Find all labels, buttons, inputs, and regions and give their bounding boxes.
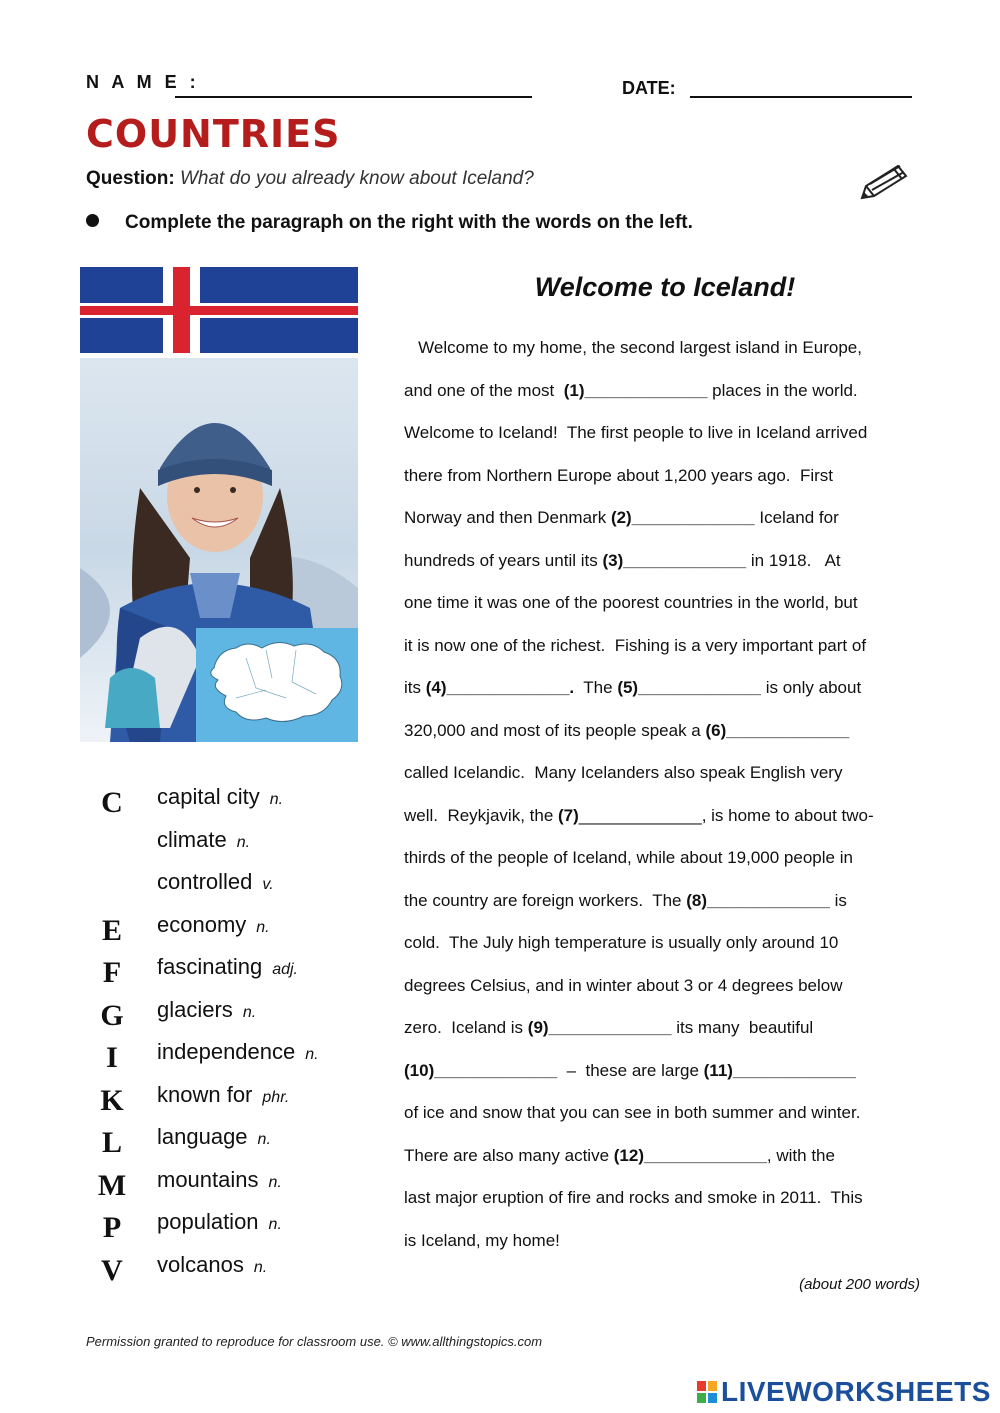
word-entry <box>157 1167 282 1193</box>
paragraph-text: the country are foreign workers. The <box>404 890 687 910</box>
answer-blank: (8)_____________ <box>686 890 830 910</box>
word-entry <box>157 827 250 853</box>
question <box>86 168 534 190</box>
paragraph-line <box>404 466 833 486</box>
paragraph-text: , with the <box>766 1145 835 1165</box>
part-of-speech: n. <box>253 1258 268 1276</box>
date-label: DATE: <box>622 78 676 98</box>
word-text: controlled <box>157 869 253 894</box>
liveworksheets-logo[interactable] <box>697 1376 991 1408</box>
paragraph-text: – these are large <box>557 1060 704 1080</box>
paragraph-line <box>404 423 867 443</box>
word-bank-row <box>86 950 386 992</box>
word-bank-row <box>86 908 386 950</box>
word-bank-row <box>86 1120 386 1162</box>
paragraph-text: its <box>404 678 426 697</box>
paragraph-text: Norway and then Denmark <box>404 508 611 527</box>
paragraph-text: places in the world. <box>707 380 858 400</box>
paragraph-line <box>404 806 874 826</box>
word-text: independence <box>157 1039 296 1064</box>
paragraph-text: in 1918. At <box>746 550 841 570</box>
date-line <box>690 96 912 98</box>
word-entry <box>157 954 298 980</box>
word-entry <box>157 1039 319 1065</box>
word-entry <box>157 912 270 938</box>
paragraph-line <box>404 976 843 996</box>
part-of-speech: n. <box>269 791 284 808</box>
paragraph-text: 320,000 and most of its people speak a <box>404 720 706 740</box>
instruction-text: Complete the paragraph on the right with the words on the left. <box>125 212 693 233</box>
paragraph-text: thirds of the people of Iceland, while about 19,000 people in <box>404 848 853 867</box>
part-of-speech: adj. <box>272 961 298 978</box>
part-of-speech: n. <box>268 1216 282 1233</box>
word-bank-row <box>86 1205 386 1247</box>
word-letter: F <box>102 956 122 989</box>
paragraph-text: Iceland for <box>754 508 839 527</box>
answer-blank: (3)_____________ <box>602 550 747 570</box>
paragraph-text: it is now one of the richest. Fishing is a very important part of <box>404 635 867 655</box>
paragraph-line <box>404 636 866 656</box>
paragraph-line <box>404 1146 835 1166</box>
word-text: known for <box>157 1081 253 1107</box>
answer-blank: (12)_____________ <box>613 1145 767 1165</box>
word-entry <box>157 1124 271 1150</box>
paragraph-line <box>404 1103 860 1123</box>
paragraph-line <box>404 338 862 358</box>
paragraph-text: Welcome to my home, the second largest island in Europe, <box>404 338 862 357</box>
paragraph-text: last major eruption of fire and rocks and smoke in 2011. This <box>404 1188 863 1207</box>
paragraph-text: well. Reykjavik, the <box>404 805 558 825</box>
word-bank-row <box>86 780 386 822</box>
answer-blank: (7) <box>558 805 579 825</box>
word-entry <box>157 1209 282 1235</box>
word-text: fascinating <box>157 954 263 979</box>
word-text: population <box>157 1209 259 1234</box>
part-of-speech: n. <box>236 833 251 851</box>
paragraph-text: zero. Iceland is <box>404 1018 528 1037</box>
word-entry <box>157 997 256 1023</box>
part-of-speech: n. <box>242 1003 257 1021</box>
answer-blank: (10)_____________ <box>404 1060 558 1080</box>
answer-blank: (6)_____________ <box>705 720 850 740</box>
paragraph-text: of ice and snow that you can see in both summer and winter. <box>404 1103 861 1122</box>
word-text: glaciers <box>157 996 233 1022</box>
part-of-speech: v. <box>262 876 274 893</box>
instruction <box>86 212 693 234</box>
paragraph-line <box>404 508 839 528</box>
paragraph-text: there from Northern Europe about 1,200 years ago. First <box>404 465 834 485</box>
word-bank-row <box>86 993 386 1035</box>
permission-footer: Permission granted to reproduce for classroom use. © www.allthingstopics.com <box>86 1334 543 1349</box>
paragraph-line <box>404 1231 560 1251</box>
iceland-flag <box>80 267 358 353</box>
page-title: COUNTRIES <box>86 112 341 156</box>
word-letter: L <box>101 1126 122 1159</box>
word-text: language <box>157 1124 248 1149</box>
word-letter: V <box>101 1253 123 1287</box>
word-bank-row <box>86 1163 386 1205</box>
word-text: volcanos <box>157 1251 244 1277</box>
answer-blank: (1)_____________ <box>563 380 708 400</box>
word-text: mountains <box>157 1166 259 1192</box>
paragraph-line <box>404 1188 863 1208</box>
word-bank-row <box>86 865 386 907</box>
part-of-speech: n. <box>305 1046 319 1063</box>
paragraph-text: one time it was one of the poorest countries in the world, but <box>404 593 858 612</box>
paragraph-text: Welcome to Iceland! The first people to live in Iceland arrived <box>404 423 868 442</box>
word-letter: C <box>101 786 123 819</box>
paragraph-line <box>404 678 861 698</box>
part-of-speech: n. <box>268 1173 282 1191</box>
paragraph-line <box>404 763 842 783</box>
paragraph-text: _____________, is home to about two- <box>578 805 874 825</box>
word-letter: P <box>102 1211 122 1244</box>
answer-blank: (2)_____________ <box>610 508 755 527</box>
paragraph-line <box>404 1061 856 1081</box>
answer-blank: (4)_____________. <box>425 678 575 697</box>
word-bank-row <box>86 823 386 865</box>
word-letter: I <box>106 1041 118 1074</box>
paragraph-line <box>404 721 849 741</box>
paragraph-text: is <box>829 890 847 910</box>
paragraph-text: its many beautiful <box>671 1018 814 1037</box>
answer-blank: (11)_____________ <box>703 1060 856 1080</box>
word-text: capital city <box>157 784 260 809</box>
question-label: Question: <box>86 168 175 189</box>
iceland-map <box>196 628 358 742</box>
word-entry <box>157 1082 289 1108</box>
word-bank-row <box>86 1078 386 1120</box>
paragraph-text: There are also many active <box>404 1145 614 1165</box>
paragraph-line <box>404 593 858 613</box>
part-of-speech: n. <box>256 918 270 936</box>
liveworksheets-logo-icon <box>697 1379 719 1405</box>
name-label: N A M E : <box>86 72 200 92</box>
word-letter: G <box>100 998 124 1032</box>
pencil-icon <box>858 160 910 202</box>
part-of-speech: phr. <box>262 1088 290 1106</box>
word-letter: E <box>101 913 122 947</box>
paragraph-line <box>404 933 838 953</box>
word-letter: M <box>97 1168 127 1202</box>
word-bank-row <box>86 1248 386 1290</box>
word-entry <box>157 1252 267 1278</box>
paragraph-line <box>404 848 853 868</box>
paragraph-text: The <box>574 678 618 697</box>
paragraph-text: called Icelandic. Many Icelanders also speak English very <box>404 763 843 782</box>
word-text: economy <box>157 911 247 937</box>
paragraph-line <box>404 891 847 911</box>
paragraph-text: and one of the most <box>404 380 564 400</box>
paragraph-text: hundreds of years until its <box>404 550 603 570</box>
word-bank-row <box>86 1035 386 1077</box>
paragraph-text: is Iceland, my home! <box>404 1230 560 1250</box>
paragraph-text: cold. The July high temperature is usually only around 10 <box>404 933 839 952</box>
paragraph-line <box>404 1018 813 1038</box>
word-entry <box>157 869 274 895</box>
word-count: (about 200 words) <box>799 1276 920 1293</box>
paragraph-line <box>404 551 841 571</box>
bullet-icon <box>86 214 99 227</box>
answer-blank: (5)_____________ <box>617 678 761 697</box>
paragraph-title: Welcome to Iceland! <box>534 272 796 302</box>
answer-blank: (9)_____________ <box>527 1018 672 1037</box>
brand-text: LIVEWORKSHEETS <box>721 1376 991 1407</box>
paragraph-text: degrees Celsius, and in winter about 3 or 4 degrees below <box>404 975 843 995</box>
question-text: What do you already know about Iceland? <box>179 168 534 189</box>
word-letter: K <box>100 1083 124 1117</box>
paragraph-text: is only about <box>761 678 862 697</box>
paragraph-line <box>404 381 858 401</box>
word-entry <box>157 784 283 810</box>
word-text: climate <box>157 826 227 852</box>
name-line <box>175 96 532 98</box>
part-of-speech: n. <box>257 1131 271 1148</box>
